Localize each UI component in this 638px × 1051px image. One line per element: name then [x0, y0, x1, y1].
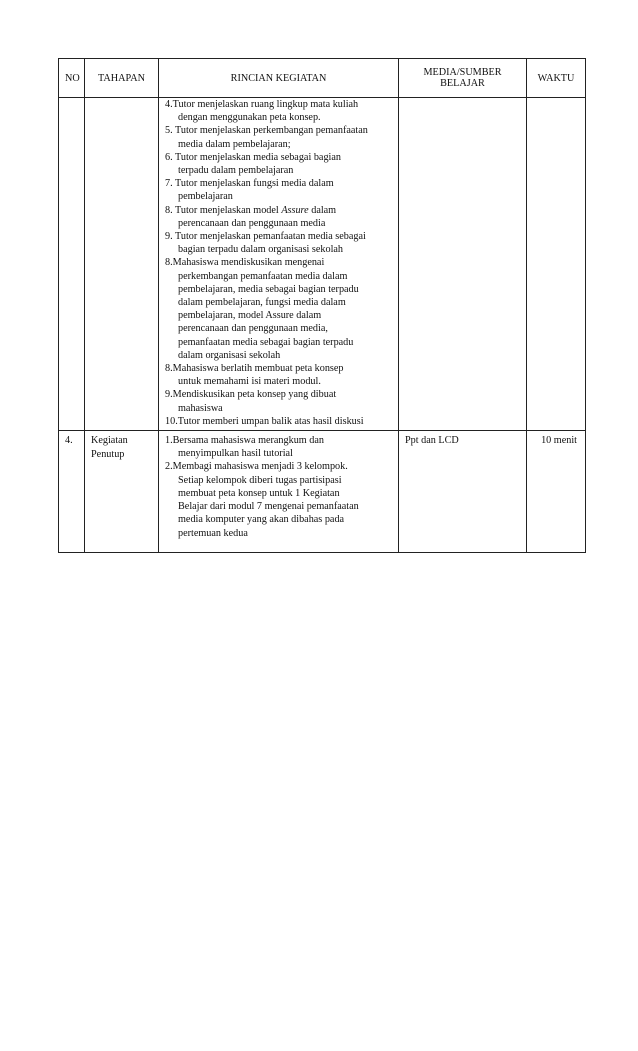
list-item-line: Setiap kelompok diberi tugas partisipasi	[178, 474, 342, 486]
list-item-line: perencanaan dan penggunaan media,	[178, 323, 328, 335]
list-item-line: pertemuan kedua	[178, 527, 248, 539]
list-item-line: membuat peta konsep untuk 1 Kegiatan	[178, 487, 340, 499]
list-item-line: pemanfaatan media sebagai bagian terpadu	[178, 336, 354, 348]
list-item-line: mahasiswa	[178, 402, 223, 414]
header-tahapan: TAHAPAN	[85, 59, 159, 98]
list-item-line: 6. Tutor menjelaskan media sebagai bagian	[165, 151, 341, 163]
list-item-line: pembelajaran, media sebagai bagian terpadu	[178, 283, 359, 295]
list-item-line: pembelajaran, model Assure dalam	[178, 310, 322, 322]
list-item-emphasis: Assure	[281, 204, 309, 216]
list-item-line: 5. Tutor menjelaskan perkembangan pemanfaatan	[165, 125, 368, 137]
list-item-line: 9.Mendiskusikan peta konsep yang dibuat	[165, 389, 337, 401]
list-item	[165, 204, 394, 230]
list-item-line: 8.Mahasiswa berlatih membuat peta konsep	[165, 363, 344, 375]
cell-media: Ppt dan LCD	[399, 431, 527, 553]
list-item-text: 8. Tutor menjelaskan model	[165, 204, 282, 216]
cell-waktu: 10 menit	[527, 431, 586, 553]
header-media	[399, 59, 527, 98]
list-item-line: dengan menggunakan peta konsep.	[178, 112, 321, 124]
list-item-line: 10.Tutor memberi umpan balik atas hasil diskusi	[165, 415, 364, 427]
cell-rincian	[159, 98, 399, 431]
cell-tahapan	[85, 98, 159, 431]
list-item-line: terpadu dalam pembelajaran	[178, 165, 294, 177]
list-item-line: 9. Tutor menjelaskan pemanfaatan media sebagai	[165, 231, 366, 243]
list-item	[165, 460, 394, 539]
list-item	[165, 256, 394, 362]
cell-no	[59, 98, 85, 431]
rincian-list	[159, 98, 398, 430]
tahapan-line1: Kegiatan	[91, 435, 128, 447]
list-item-line: perkembangan pemanfaatan media dalam	[178, 270, 348, 282]
list-item-line: media komputer yang akan dibahas pada	[178, 514, 345, 526]
table-row	[59, 431, 586, 553]
tahapan-line2: Penutup	[91, 448, 125, 460]
list-item-line	[165, 204, 394, 217]
header-no: NO	[59, 59, 85, 98]
list-item	[165, 177, 394, 203]
list-item-line: Belajar dari modul 7 mengenai pemanfaatan	[178, 501, 359, 513]
list-item	[165, 388, 394, 414]
list-item-line: perencanaan dan penggunaan media	[178, 217, 326, 229]
header-media-line1: MEDIA/SUMBER	[423, 67, 502, 78]
list-item-line: 8.Mahasiswa mendiskusikan mengenai	[165, 257, 325, 269]
rincian-list	[159, 434, 398, 542]
list-item	[165, 98, 394, 124]
table-row	[59, 98, 586, 431]
list-item	[165, 415, 394, 428]
list-item-line: bagian terpadu dalam organisasi sekolah	[178, 244, 344, 256]
list-item-line: dalam pembelajaran, fungsi media dalam	[178, 297, 346, 309]
list-item	[165, 124, 394, 150]
list-item	[165, 434, 394, 460]
list-item-line: dalam organisasi sekolah	[178, 349, 281, 361]
cell-waktu	[527, 98, 586, 431]
list-item-line: untuk memahami isi materi modul.	[178, 376, 321, 388]
cell-media	[399, 98, 527, 431]
list-item-line: media dalam pembelajaran;	[178, 138, 291, 150]
list-item	[165, 151, 394, 177]
list-item	[165, 230, 394, 256]
lesson-plan-table	[58, 58, 586, 553]
list-item-line: menyimpulkan hasil tutorial	[178, 448, 293, 460]
list-item-line: 1.Bersama mahasiswa merangkum dan	[165, 435, 324, 447]
list-item-line: 2.Membagi mahasiswa menjadi 3 kelompok.	[165, 461, 348, 473]
header-rincian: RINCIAN KEGIATAN	[159, 59, 399, 98]
cell-rincian	[159, 431, 399, 553]
list-item	[165, 362, 394, 388]
header-waktu: WAKTU	[527, 59, 586, 98]
cell-no: 4.	[59, 431, 85, 553]
list-item-line: pembelajaran	[178, 191, 233, 203]
document-page	[58, 58, 586, 553]
list-item-line: 7. Tutor menjelaskan fungsi media dalam	[165, 178, 334, 190]
list-item-line: 4.Tutor menjelaskan ruang lingkup mata kuliah	[165, 99, 359, 110]
list-item-text: dalam	[308, 204, 337, 216]
table-header-row	[59, 59, 586, 98]
header-media-line2: BELAJAR	[440, 78, 485, 89]
cell-tahapan	[85, 431, 159, 553]
